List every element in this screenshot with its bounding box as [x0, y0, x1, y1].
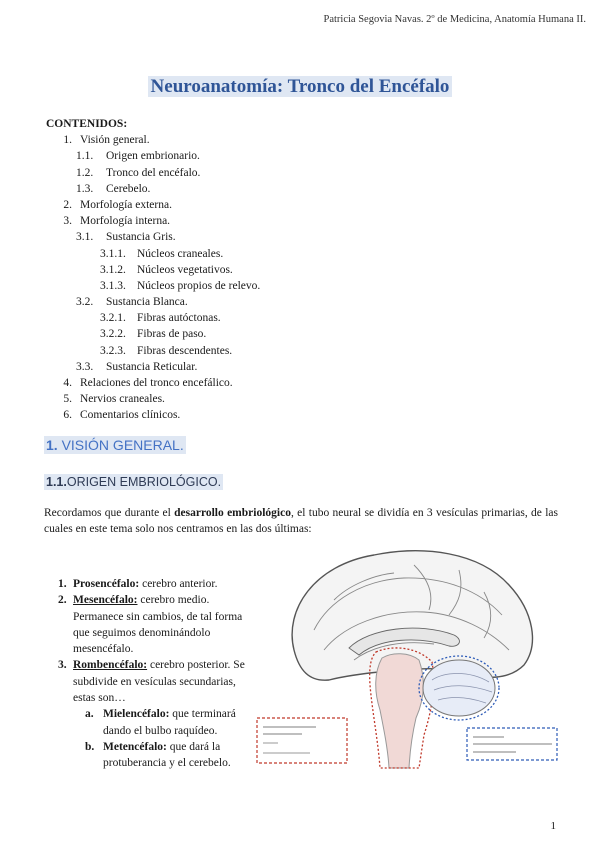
toc-number: 3.1.2.: [100, 263, 126, 276]
toc-item: [46, 391, 260, 407]
toc-text: Tronco del encéfalo.: [106, 166, 201, 179]
toc-text: Nervios craneales.: [80, 393, 165, 406]
toc-number: 1.2.: [76, 166, 94, 179]
toc-number: 3.2.: [76, 296, 94, 309]
toc-text: Fibras autóctonas.: [137, 312, 221, 325]
title-block: [0, 76, 600, 98]
list-item: [58, 592, 258, 657]
toc-text: Fibras descendentes.: [137, 344, 233, 357]
list-item: [58, 576, 258, 592]
toc-heading: CONTENIDOS:: [46, 118, 128, 130]
toc-number: 3.2.3.: [100, 344, 126, 357]
toc-number: 3.2.2.: [100, 328, 126, 341]
list-text: que terminará dando el bulbo raquídeo.: [103, 708, 236, 737]
toc-item: [46, 262, 260, 278]
legend-box-red: [257, 718, 347, 763]
toc-number: 3.1.1.: [100, 247, 126, 260]
toc-number: 3.1.3.: [100, 279, 126, 292]
list-term: Metencéfalo:: [103, 740, 167, 753]
intro-paragraph: [44, 505, 558, 537]
toc-item: [46, 181, 260, 197]
toc-text: Relaciones del tronco encefálico.: [80, 377, 233, 390]
page-header: Patricia Segovia Navas. 2º de Medicina, Anatomía Humana II.: [323, 14, 586, 25]
paragraph-text: Recordamos que durante el: [44, 507, 175, 519]
table-of-contents: [46, 116, 260, 424]
list-text: que dará la protuberancia y el cerebelo.: [103, 740, 231, 770]
section-heading-1-1: [44, 474, 223, 490]
paragraph-text: , el tubo neural se dividía en 3 vesículas primarias, de las cuales en este tema solo nos centramos en las dos últimas:: [44, 507, 558, 535]
section-number: 1.1.: [46, 475, 67, 489]
toc-item: [46, 197, 260, 213]
section-title: VISIÓN GENERAL.: [61, 437, 184, 453]
list-marker: 3.: [58, 659, 67, 672]
section-heading-1: [44, 436, 186, 454]
list-marker: 2.: [58, 594, 67, 607]
toc-text: Morfología interna.: [80, 215, 171, 228]
toc-text: Núcleos craneales.: [137, 247, 224, 260]
toc-text: Visión general.: [80, 134, 150, 147]
toc-number: 1.3.: [76, 182, 94, 195]
list-marker: b.: [85, 740, 95, 753]
toc-text: Origen embrionario.: [106, 150, 200, 163]
list-term: Rombencéfalo:: [73, 659, 148, 672]
toc-text: Cerebelo.: [106, 182, 151, 195]
toc-item: [46, 165, 260, 181]
toc-item: [46, 278, 260, 294]
vesicle-list: [58, 576, 258, 772]
toc-number: 3.: [63, 215, 72, 228]
toc-item: [46, 229, 260, 245]
list-text: cerebro medio. Permanece sin cambios, de tal forma que seguimos denominándolo mesencéfalo.: [73, 594, 243, 656]
paragraph-bold-term: desarrollo embriológico: [174, 507, 291, 519]
toc-number: 3.1.: [76, 231, 94, 244]
toc-item: [46, 310, 260, 326]
toc-number: 1.: [63, 134, 72, 147]
toc-number: 1.1.: [76, 150, 94, 163]
toc-item: [46, 213, 260, 229]
list-item: [58, 657, 258, 706]
brain-drawing: [254, 540, 560, 770]
toc-text: Sustancia Blanca.: [106, 296, 188, 309]
toc-item: [46, 326, 260, 342]
list-subitem: [58, 706, 258, 739]
list-term: Prosencéfalo:: [73, 578, 140, 590]
toc-item: [46, 132, 260, 148]
toc-number: 3.3.: [76, 360, 94, 373]
toc-item: [46, 375, 260, 391]
toc-item: [46, 294, 260, 310]
toc-item: [46, 246, 260, 262]
toc-number: 6.: [63, 409, 72, 422]
list-term: Mesencéfalo:: [73, 594, 138, 607]
list-marker: a.: [85, 708, 94, 721]
brain-sagittal-illustration: [254, 540, 560, 770]
list-text: cerebro anterior.: [139, 578, 218, 590]
toc-item: [46, 359, 260, 375]
section-number: 1.: [46, 437, 58, 453]
list-text: cerebro posterior. Se subdivide en vesículas secundarias, estas son…: [73, 659, 245, 705]
list-marker: 1.: [58, 578, 67, 590]
toc-item: [46, 148, 260, 164]
brainstem-shape: [376, 654, 424, 768]
page-number: 1: [550, 820, 556, 832]
toc-number: 3.2.1.: [100, 312, 126, 325]
toc-text: Núcleos vegetativos.: [137, 263, 233, 276]
toc-item: [46, 407, 260, 423]
toc-text: Morfología externa.: [80, 198, 172, 211]
toc-text: Sustancia Gris.: [106, 231, 176, 244]
cerebellum: [423, 660, 495, 716]
toc-item: [46, 343, 260, 359]
toc-number: 5.: [63, 393, 72, 406]
toc-text: Sustancia Reticular.: [106, 360, 198, 373]
toc-text: Núcleos propios de relevo.: [137, 279, 261, 292]
page-title: Neuroanatomía: Tronco del Encéfalo: [148, 76, 453, 97]
list-subitem: [58, 739, 258, 772]
toc-text: Fibras de paso.: [137, 328, 207, 341]
toc-number: 2.: [63, 198, 72, 211]
section-title: ORIGEN EMBRIOLÓGICO.: [66, 475, 222, 489]
toc-number: 4.: [63, 377, 72, 390]
toc-text: Comentarios clínicos.: [80, 409, 181, 422]
list-term: Mielencéfalo:: [103, 708, 170, 721]
